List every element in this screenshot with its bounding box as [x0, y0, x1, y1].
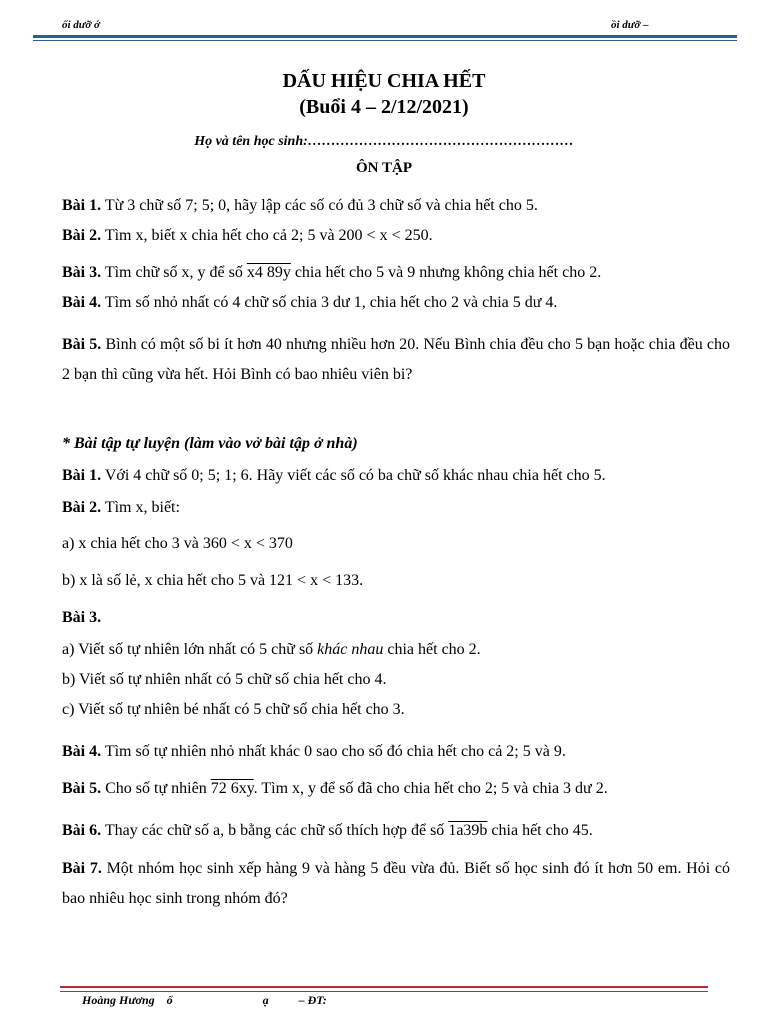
exercise-text: chia hết cho 2. [383, 641, 481, 658]
emphasis-text: khác nhau [317, 641, 384, 658]
homework-heading: * Bài tập tự luyện (làm vào vở bài tập ở nhà) [62, 435, 358, 452]
exercise-label: Bài 4. [62, 743, 102, 760]
exercise-text: Bình có một số bi ít hơn 40 nhưng nhiều hơn 20. Nếu Bình chia đều cho 5 bạn hoặc chia đều cho 2 bạn thì cũng vừa hết. Hỏi Bình có bao nhiêu viên bi? [62, 336, 730, 383]
exercise-text: Thay các chữ số a, b bằng các chữ số thích hợp để số [101, 822, 449, 839]
document-subtitle: (Buổi 4 – 2/12/2021) [299, 96, 469, 118]
footer-divider [60, 986, 708, 988]
homework-exercise-3-part-b: b) Viết số tự nhiên nhất có 5 chữ số chia hết cho 4. [62, 671, 387, 688]
footer-text: Hoàng Hương ổ ạ – ĐT: [82, 993, 327, 1007]
exercise-text: Tìm số nhỏ nhất có 4 chữ số chia 3 dư 1, chia hết cho 2 và chia 5 dư 4. [101, 294, 558, 311]
review-exercise-2 [62, 225, 730, 247]
exercise-label: Bài 7. [62, 860, 102, 877]
exercise-label: Bài 6. [62, 822, 102, 839]
homework-exercise-3-part-a [62, 639, 730, 661]
document-title: DẤU HIỆU CHIA HẾT [282, 70, 486, 92]
exercise-text: Với 4 chữ số 0; 5; 1; 6. Hãy viết các số có ba chữ số khác nhau chia hết cho 5. [101, 467, 606, 484]
review-exercise-5 [62, 330, 730, 390]
exercise-label: Bài 2. [62, 227, 102, 244]
exercise-label: Bài 5. [62, 780, 102, 797]
exercise-text: Từ 3 chữ số 7; 5; 0, hãy lập các số có đủ 3 chữ số và chia hết cho 5. [101, 197, 538, 214]
review-exercise-1 [62, 195, 730, 217]
review-exercise-4 [62, 292, 730, 314]
exercise-text: Tìm số tự nhiên nhỏ nhất khác 0 sao cho số đó chia hết cho cả 2; 5 và 9. [101, 743, 566, 760]
overlined-number: 1a39b [448, 822, 488, 839]
student-name-line: Họ và tên học sinh:………………………………………………… [194, 134, 574, 149]
review-exercise-3 [62, 262, 730, 284]
exercise-text: Một nhóm học sinh xếp hàng 9 và hàng 5 đều vừa đủ. Biết số học sinh đó ít hơn 50 em. Hỏi có bao nhiêu học sinh trong nhóm đó? [62, 860, 730, 907]
exercise-text: Tìm chữ số x, y để số [101, 264, 247, 281]
overlined-number: 72 6xy [210, 780, 254, 797]
homework-exercise-2 [62, 497, 730, 519]
exercise-text: chia hết cho 5 và 9 nhưng không chia hết cho 2. [290, 264, 602, 281]
exercise-text: Tìm x, biết: [101, 499, 180, 516]
overlined-number: x4 89y [246, 264, 291, 281]
exercise-text: Tìm x, biết x chia hết cho cả 2; 5 và 200 < x < 250. [101, 227, 433, 244]
review-heading: ÔN TẬP [356, 160, 412, 176]
exercise-label: Bài 5. [62, 336, 102, 353]
exercise-label: Bài 3. [62, 264, 102, 281]
exercise-label: Bài 1. [62, 467, 102, 484]
homework-exercise-2-part-a: a) x chia hết cho 3 và 360 < x < 370 [62, 535, 293, 552]
header-divider [33, 35, 737, 38]
homework-exercise-1 [62, 465, 730, 487]
exercise-label: Bài 3. [62, 609, 102, 626]
exercise-label: Bài 4. [62, 294, 102, 311]
header-left-text: ổi dưỡ ớ [62, 19, 100, 31]
homework-exercise-7 [62, 854, 730, 914]
exercise-text: Cho số tự nhiên [101, 780, 211, 797]
homework-exercise-4 [62, 741, 730, 763]
exercise-text: chia hết cho 45. [487, 822, 593, 839]
homework-exercise-3-part-c: c) Viết số tự nhiên bé nhất có 5 chữ số chia hết cho 3. [62, 701, 405, 718]
header-right-text: ồi dưỡ – [611, 19, 649, 31]
homework-exercise-6 [62, 820, 730, 842]
exercise-text: . Tìm x, y để số đã cho chia hết cho 2; 5 và chia 3 dư 2. [253, 780, 608, 797]
homework-exercise-3 [62, 607, 730, 629]
exercise-text: a) Viết số tự nhiên lớn nhất có 5 chữ số [62, 641, 318, 658]
exercise-label: Bài 1. [62, 197, 102, 214]
exercise-label: Bài 2. [62, 499, 102, 516]
homework-exercise-5 [62, 778, 730, 800]
homework-exercise-2-part-b: b) x là số lẻ, x chia hết cho 5 và 121 < x < 133. [62, 572, 364, 589]
